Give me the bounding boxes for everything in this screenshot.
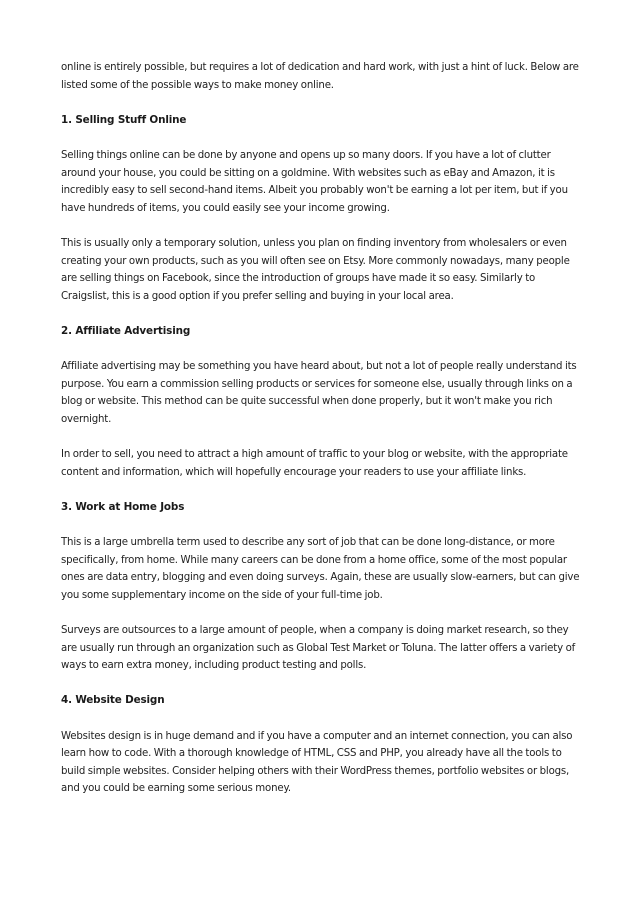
- paragraph: Surveys are outsources to a large amount of people, when a company is doing market research, so they are usually run through an organization such as Global Test Market or Toluna. The latter offers a variety of ways to earn extra money, including product testing and polls.: [61, 625, 576, 672]
- paragraph: Affiliate advertising may be something you have heard about, but not a lot of people really understand its purpose. You earn a commission selling products or services for someone else, usually through links on a blog or website. This method can be quite successful when done properly, but it won't make you rich overnight.: [61, 361, 577, 425]
- section-heading-work-at-home-jobs: 3. Work at Home Jobs: [61, 500, 185, 513]
- section-heading-affiliate-advertising: 2. Affiliate Advertising: [61, 324, 191, 337]
- intro-paragraph: online is entirely possible, but requires a lot of dedication and hard work, with just a hint of luck. Below are listed some of the possible ways to make money online.: [61, 62, 579, 91]
- paragraph: This is usually only a temporary solution, unless you plan on finding inventory from wholesalers or even creating your own products, such as you will often see on Etsy. More commonly nowadays, many people are selling things on Facebook, since the introduction of groups have made it so easy. Similarly to Craigslist, this is a good option if you prefer selling and buying in your local area.: [61, 237, 570, 302]
- paragraph: Selling things online can be done by anyone and opens up so many doors. If you have a lot of clutter around your house, you could be sitting on a goldmine. With websites such as eBay and Amazon, it is incredibly easy to sell second-hand items. Albeit you probably won't be earning a lot per item, but if you have hundreds of items, you could easily see your income growing.: [61, 149, 568, 214]
- paragraph: This is a large umbrella term used to describe any sort of job that can be done long-distance, or more specifically, from home. While many careers can be done from a home office, some of the most popular ones are data entry, blogging and even doing surveys. Again, these are usually slow-earners, but can give you some supplementary income on the side of your full-time job.: [61, 537, 580, 601]
- document-page: [61, 59, 581, 798]
- section-heading-website-design: 4. Website Design: [61, 694, 165, 707]
- paragraph: In order to sell, you need to attract a high amount of traffic to your blog or website, with the appropriate content and information, which will hopefully encourage your readers to use your affiliate links.: [61, 449, 568, 478]
- section-heading-selling-stuff-online: 1. Selling Stuff Online: [61, 113, 187, 126]
- paragraph: Websites design is in huge demand and if you have a computer and an internet connection, you can also learn how to code. With a thorough knowledge of HTML, CSS and PHP, you already have all the tools to build simple websites. Consider helping others with their WordPress themes, portfolio websites or blogs, and you could be earning some serious money.: [61, 730, 573, 795]
